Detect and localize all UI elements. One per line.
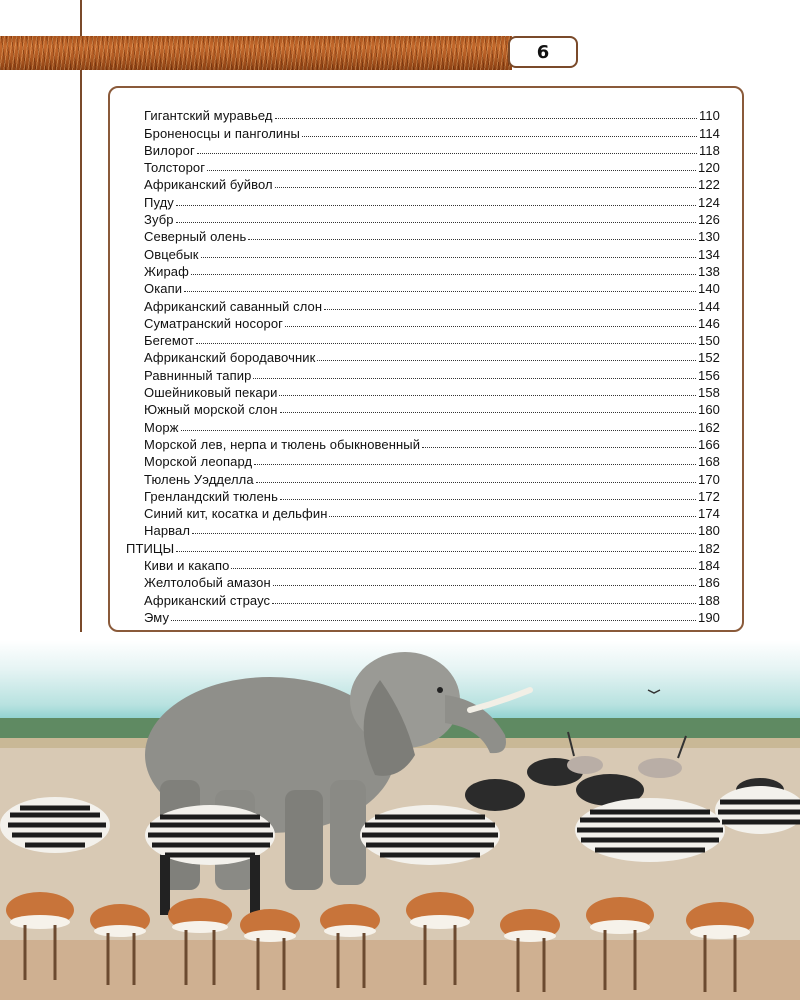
toc-entry-title: Киви и какапо	[144, 558, 230, 574]
toc-entry-page: 122	[698, 177, 720, 193]
toc-entry-page: 140	[698, 281, 720, 297]
toc-entry-page: 170	[698, 471, 720, 487]
toc-leader-dots	[280, 412, 696, 413]
toc-entry-title: Равнинный тапир	[144, 367, 252, 383]
toc-entry-title: Гигантский муравьед	[144, 108, 273, 124]
toc-entry-page: 118	[698, 142, 720, 158]
toc-entry	[126, 175, 720, 192]
toc-entry-page: 174	[698, 506, 720, 522]
toc-entry-page: 114	[698, 125, 720, 141]
toc-entry-title: Морж	[144, 419, 179, 435]
toc-entry	[126, 279, 720, 296]
toc-entry	[126, 504, 720, 521]
toc-entry-title: Ошейниковый пекари	[144, 385, 278, 401]
toc-entry	[126, 435, 720, 452]
toc-entry	[126, 192, 720, 209]
toc-leader-dots	[171, 620, 696, 621]
toc-entry-page: 172	[698, 488, 720, 504]
toc-leader-dots	[201, 257, 696, 258]
toc-leader-dots	[207, 170, 696, 171]
toc-entry	[126, 348, 720, 365]
toc-entry	[126, 608, 720, 625]
toc-entry-title: Южный морской слон	[144, 402, 278, 418]
toc-entry	[126, 331, 720, 348]
toc-entry-title: Морской лев, нерпа и тюлень обыкновенный	[144, 436, 421, 452]
header-fur-band	[0, 36, 512, 70]
toc-leader-dots	[196, 343, 696, 344]
toc-leader-dots	[275, 118, 697, 119]
toc-entry-title: Тюлень Уэдделла	[144, 471, 254, 487]
toc-entry	[126, 383, 720, 400]
toc-entry-title: Жираф	[144, 263, 189, 279]
toc-leader-dots	[272, 603, 696, 604]
toc-entry-title: Суматранский носорог	[144, 315, 284, 331]
toc-entry	[126, 538, 720, 555]
toc-entry-page: 190	[698, 609, 720, 625]
toc-entry	[126, 400, 720, 417]
toc-leader-dots	[184, 291, 696, 292]
toc-entry-title: Морской леопард	[144, 454, 253, 470]
toc-entry-title: Северный олень	[144, 229, 247, 245]
toc-entry	[126, 296, 720, 313]
table-of-contents	[126, 106, 720, 625]
toc-entry-page: 120	[698, 160, 720, 176]
toc-entry-title: Африканский бородавочник	[144, 350, 316, 366]
toc-entry	[126, 262, 720, 279]
toc-entry-page: 182	[698, 540, 720, 556]
toc-leader-dots	[324, 309, 696, 310]
savanna-photo	[0, 640, 800, 1000]
toc-entry-page: 184	[698, 558, 720, 574]
page-number: 6	[536, 41, 550, 63]
toc-entry-page: 110	[698, 108, 720, 124]
toc-entry-page: 124	[698, 194, 720, 210]
toc-entry-title: Пуду	[144, 194, 174, 210]
toc-entry-title: Эму	[144, 609, 170, 625]
toc-entry-title: Зубр	[144, 212, 174, 228]
toc-entry-page: 166	[698, 436, 720, 452]
toc-leader-dots	[275, 187, 696, 188]
toc-leader-dots	[256, 482, 696, 483]
toc-entry-title: Нарвал	[144, 523, 191, 539]
toc-entry-title: Вилорог	[144, 142, 195, 158]
toc-entry-title: Синий кит, косатка и дельфин	[144, 506, 328, 522]
toc-entry-title: Африканский страус	[144, 592, 271, 608]
toc-entry	[126, 487, 720, 504]
toc-entry-title: Окапи	[144, 281, 183, 297]
toc-entry	[126, 210, 720, 227]
toc-entry	[126, 365, 720, 382]
toc-leader-dots	[176, 222, 696, 223]
toc-leader-dots	[192, 533, 696, 534]
toc-entry	[126, 590, 720, 607]
savanna-illustration	[0, 640, 800, 1000]
toc-entry-page: 138	[698, 263, 720, 279]
toc-entry-title: ПТИЦЫ	[126, 540, 175, 556]
toc-leader-dots	[302, 136, 697, 137]
toc-leader-dots	[248, 239, 696, 240]
toc-entry	[126, 556, 720, 573]
toc-entry-page: 158	[698, 385, 720, 401]
toc-leader-dots	[329, 516, 696, 517]
toc-entry	[126, 106, 720, 123]
toc-leader-dots	[273, 585, 696, 586]
toc-entry-page: 162	[698, 419, 720, 435]
toc-entry-page: 126	[698, 212, 720, 228]
page-number-box	[508, 36, 578, 68]
toc-entry	[126, 158, 720, 175]
toc-entry-page: 188	[698, 592, 720, 608]
toc-leader-dots	[253, 378, 696, 379]
toc-leader-dots	[280, 499, 696, 500]
toc-entry-page: 152	[698, 350, 720, 366]
toc-entry	[126, 314, 720, 331]
bird	[648, 690, 660, 693]
toc-entry-title: Броненосцы и панголины	[144, 125, 301, 141]
toc-entry	[126, 227, 720, 244]
toc-leader-dots	[181, 430, 696, 431]
toc-entry-page: 144	[698, 298, 720, 314]
toc-leader-dots	[279, 395, 696, 396]
toc-entry-title: Толсторог	[144, 160, 206, 176]
toc-entry-page: 130	[698, 229, 720, 245]
toc-entry-title: Желтолобый амазон	[144, 575, 271, 591]
toc-entry-page: 168	[698, 454, 720, 470]
margin-rule	[80, 0, 82, 632]
toc-leader-dots	[231, 568, 696, 569]
toc-entry-page: 186	[698, 575, 720, 591]
toc-leader-dots	[176, 551, 696, 552]
toc-entry-title: Африканский саванный слон	[144, 298, 323, 314]
toc-entry	[126, 417, 720, 434]
toc-leader-dots	[191, 274, 696, 275]
toc-leader-dots	[176, 205, 696, 206]
toc-entry	[126, 469, 720, 486]
toc-entry-page: 180	[698, 523, 720, 539]
toc-leader-dots	[422, 447, 696, 448]
toc-entry	[126, 521, 720, 538]
toc-leader-dots	[254, 464, 696, 465]
toc-entry	[126, 123, 720, 140]
toc-leader-dots	[285, 326, 696, 327]
toc-entry-title: Бегемот	[144, 333, 194, 349]
toc-entry	[126, 452, 720, 469]
toc-entry	[126, 141, 720, 158]
toc-entry-page: 150	[698, 333, 720, 349]
toc-entry-page: 156	[698, 367, 720, 383]
toc-leader-dots	[197, 153, 697, 154]
toc-entry	[126, 244, 720, 261]
toc-entry	[126, 573, 720, 590]
toc-entry-page: 160	[698, 402, 720, 418]
toc-entry-title: Африканский буйвол	[144, 177, 273, 193]
toc-leader-dots	[317, 360, 696, 361]
toc-entry-page: 146	[698, 315, 720, 331]
toc-entry-page: 134	[698, 246, 720, 262]
toc-entry-title: Овцебык	[144, 246, 199, 262]
toc-entry-title: Гренландский тюлень	[144, 488, 278, 504]
